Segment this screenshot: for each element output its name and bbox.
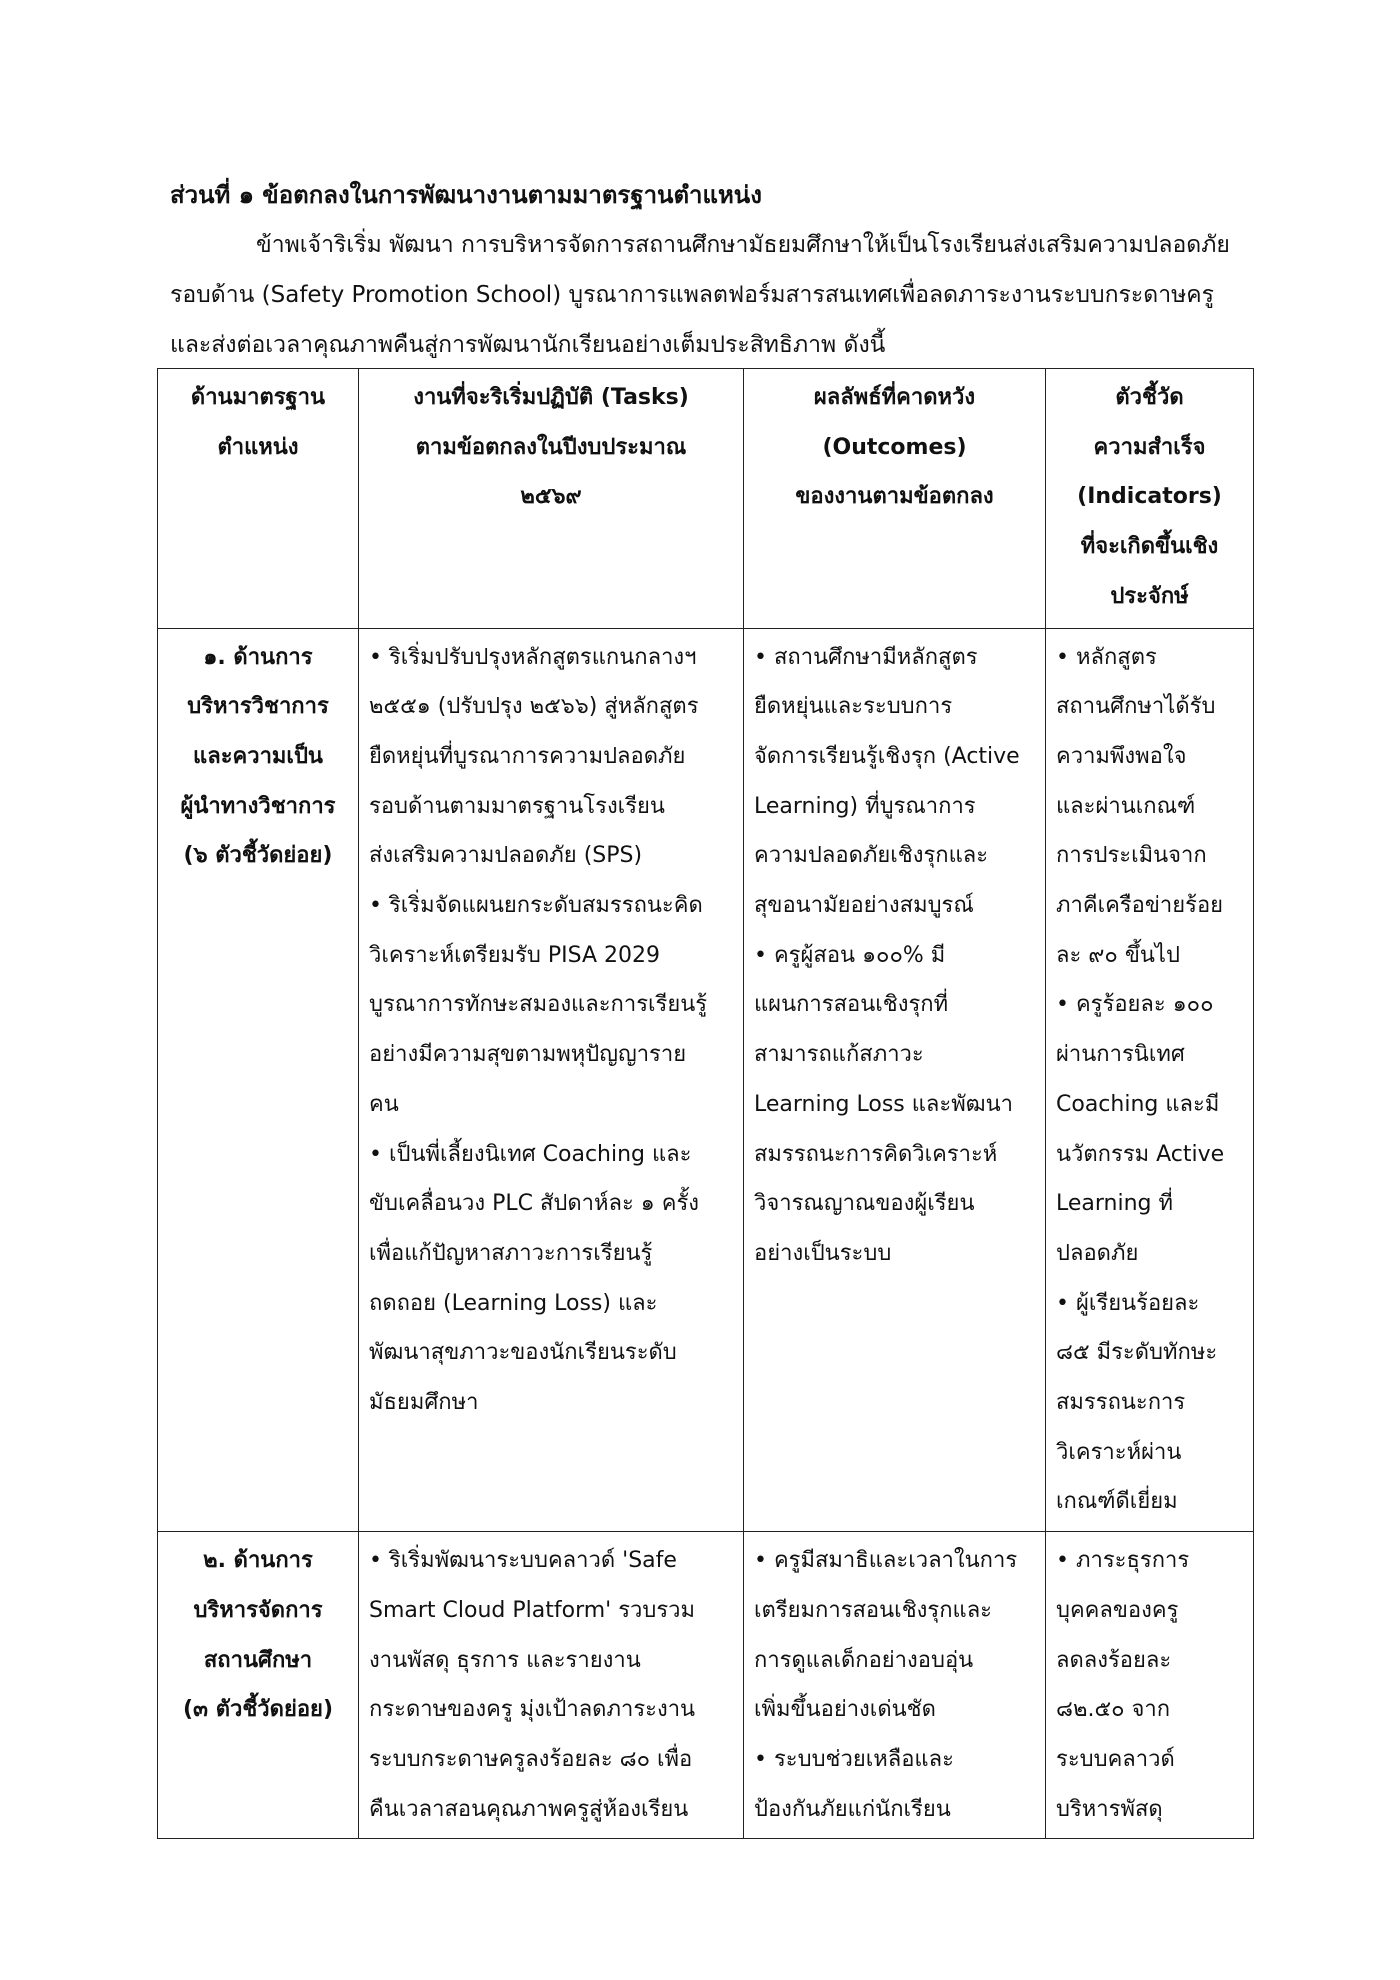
intro-line: และส่งต่อเวลาคุณภาพคืนสู่การพัฒนานักเรียนอย่างเต็มประสิทธิภาพ ดังนี้ bbox=[170, 332, 886, 358]
header-area: ด้านมาตรฐาน ตำแหน่ง bbox=[158, 369, 359, 629]
tasks-cell: • ริเริ่มพัฒนาระบบคลาวด์ 'Safe Smart Cloud Platform' รวบรวม งานพัสดุ ธุรการ และรายงาน กระดาษของครู มุ่งเป้าลดภาระงาน ระบบกระดาษครูลงร้อยละ ๘๐ เพื่อ คืนเวลาสอนคุณภาพครูสู่ห้องเรียน bbox=[359, 1532, 744, 1839]
table-row bbox=[158, 1532, 1254, 1839]
outcomes-cell: • ครูมีสมาธิและเวลาในการ เตรียมการสอนเชิงรุกและ การดูแลเด็กอย่างอบอุ่น เพิ่มขึ้นอย่างเด่นชัด • ระบบช่วยเหลือและ ป้องกันภัยแก่นักเรียน bbox=[744, 1532, 1046, 1839]
agreement-table bbox=[157, 368, 1254, 1839]
intro-line: ข้าพเจ้าริเริ่ม พัฒนา การบริหารจัดการสถานศึกษามัธยมศึกษาให้เป็นโรงเรียนส่งเสริมความปลอดภัย bbox=[256, 232, 1230, 258]
outcomes-cell: • สถานศึกษามีหลักสูตร ยืดหยุ่นและระบบการ จัดการเรียนรู้เชิงรุก (Active Learning) ที่บูรณาการ ความปลอดภัยเชิงรุกและ สุขอนามัยอย่างสมบูรณ์ • ครูผู้สอน ๑๐๐% มี แผนการสอนเชิงรุกที่ สามารถแก้สภาวะ Learning Loss และพัฒนา สมรรถนะการคิดวิเคราะห์ วิจารณญาณของผู้เรียน อย่างเป็นระบบ bbox=[744, 628, 1046, 1532]
table-row bbox=[158, 628, 1254, 1532]
indicators-cell: • หลักสูตร สถานศึกษาได้รับ ความพึงพอใจ และผ่านเกณฑ์ การประเมินจาก ภาคีเครือข่ายร้อย ละ ๙๐ ขึ้นไป • ครูร้อยละ ๑๐๐ ผ่านการนิเทศ Coaching และมี นวัตกรรม Active Learning ที่ ปลอดภัย • ผู้เรียนร้อยละ ๘๕ มีระดับทักษะ สมรรถนะการ วิเคราะห์ผ่าน เกณฑ์ดีเยี่ยม bbox=[1046, 628, 1254, 1532]
table-header-row bbox=[158, 369, 1254, 629]
header-tasks: งานที่จะริเริ่มปฏิบัติ (Tasks) ตามข้อตกลงในปีงบประมาณ ๒๕๖๙ bbox=[359, 369, 744, 629]
area-cell: ๑. ด้านการ บริหารวิชาการ และความเป็น ผู้นำทางวิชาการ (๖ ตัวชี้วัดย่อย) bbox=[158, 628, 359, 1532]
header-indicators: ตัวชี้วัด ความสำเร็จ (Indicators) ที่จะเกิดขึ้นเชิง ประจักษ์ bbox=[1046, 369, 1254, 629]
header-outcomes: ผลลัพธ์ที่คาดหวัง (Outcomes) ของงานตามข้อตกลง bbox=[744, 369, 1046, 629]
intro-paragraph bbox=[170, 220, 1244, 370]
intro-line: รอบด้าน (Safety Promotion School) บูรณาการแพลตฟอร์มสารสนเทศเพื่อลดภาระงานระบบกระดาษครู bbox=[170, 282, 1215, 308]
area-cell: ๒. ด้านการ บริหารจัดการ สถานศึกษา (๓ ตัวชี้วัดย่อย) bbox=[158, 1532, 359, 1839]
tasks-cell: • ริเริ่มปรับปรุงหลักสูตรแกนกลางฯ ๒๕๕๑ (ปรับปรุง ๒๕๖๖) สู่หลักสูตร ยืดหยุ่นที่บูรณาการความปลอดภัย รอบด้านตามมาตรฐานโรงเรียน ส่งเสริมความปลอดภัย (SPS) • ริเริ่มจัดแผนยกระดับสมรรถนะคิด วิเคราะห์เตรียมรับ PISA 2029 บูรณาการทักษะสมองและการเรียนรู้ อย่างมีความสุขตามพหุปัญญาราย คน • เป็นพี่เลี้ยงนิเทศ Coaching และ ขับเคลื่อนวง PLC สัปดาห์ละ ๑ ครั้ง เพื่อแก้ปัญหาสภาวะการเรียนรู้ ถดถอย (Learning Loss) และ พัฒนาสุขภาวะของนักเรียนระดับ มัธยมศึกษา bbox=[359, 628, 744, 1532]
section-title: ส่วนที่ ๑ ข้อตกลงในการพัฒนางานตามมาตรฐานตำแหน่ง bbox=[170, 181, 762, 209]
indicators-cell: • ภาระธุรการ บุคคลของครู ลดลงร้อยละ ๘๒.๕๐ จาก ระบบคลาวด์ บริหารพัสดุ bbox=[1046, 1532, 1254, 1839]
